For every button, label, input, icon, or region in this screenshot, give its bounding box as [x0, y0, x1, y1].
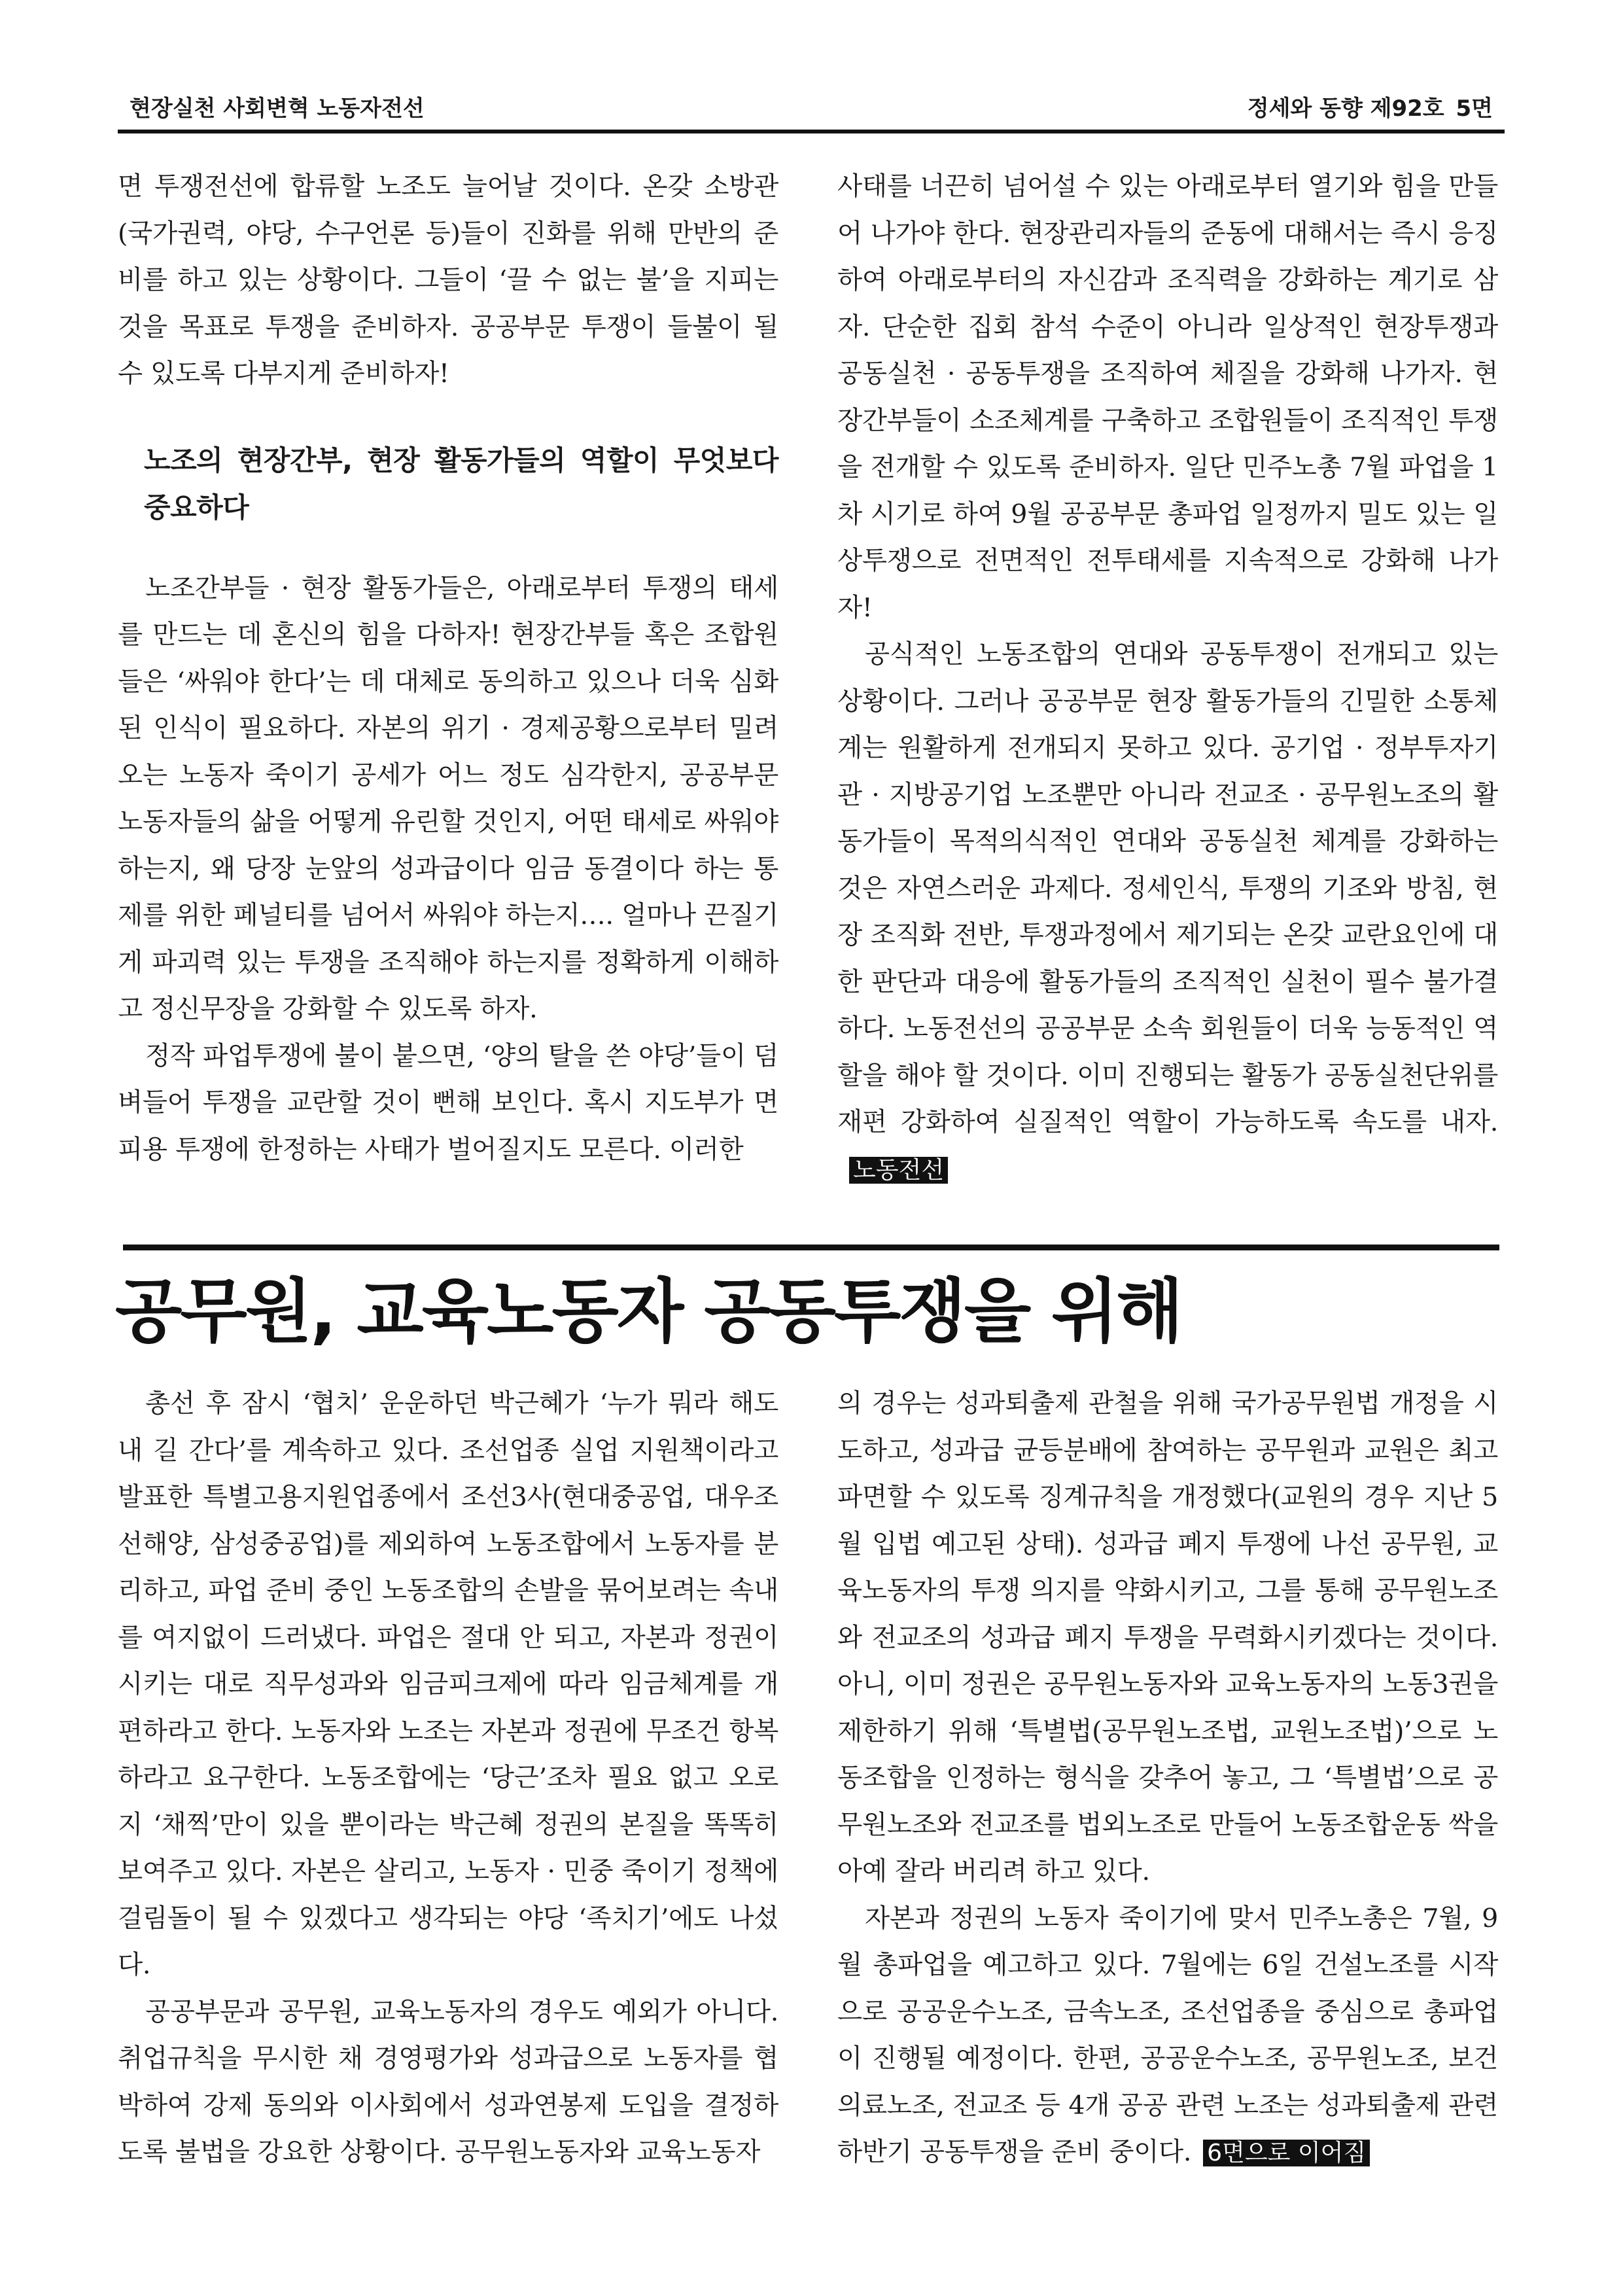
- page-number: 5면: [1456, 96, 1493, 122]
- paragraph: 정작 파업투쟁에 불이 붙으면, ‘양의 탈을 쓴 야당’들이 덤벼들어 투쟁을 교란할 것이 뻔해 보인다. 혹시 지도부가 면피용 투쟁에 한정하는 사태가 벌어질지도 모른다. 이러한: [118, 1040, 778, 1165]
- article-continued-right-column: [837, 164, 1498, 1193]
- article-continued-left-column: [118, 164, 778, 1173]
- issue-number: 정세와 동향 제92호: [1247, 96, 1444, 122]
- paragraph: 면 투쟁전선에 합류할 노조도 늘어날 것이다. 온갖 소방관(국가권력, 야당, 수구언론 등)들이 진화를 위해 만반의 준비를 하고 있는 상황이다. 그들이 ‘끌 수 없는 불’을 지피는 것을 목표로 투쟁을 준비하자. 공공부문 투쟁이 들불이 될 수 있도록 다부지게 준비하자!: [118, 171, 778, 389]
- paragraph-text: 자본과 정권의 노동자 죽이기에 맞서 민주노총은 7월, 9월 총파업을 예고하고 있다. 7월에는 6일 건설노조를 시작으로 공공운수노조, 금속노조, 조선업종을 중심으로 총파업이 진행될 예정이다. 한편, 공공운수노조, 공무원노조, 보건의료노조, 전교조 등 4개 공공 관련 노조는 성과퇴출제 관련 하반기 공동투쟁을 준비 중이다.: [837, 1903, 1498, 2167]
- paragraph: [837, 631, 1498, 1193]
- paragraph: 공공부문과 공무원, 교육노동자의 경우도 예외가 아니다. 취업규칙을 무시한 채 경영평가와 성과급으로 노동자를 협박하여 강제 동의와 이사회에서 성과연봉제 도입을 결정하도록 불법을 강요한 상황이다. 공무원노동자와 교육노동자: [118, 1996, 778, 2167]
- newsletter-title: 현장실천 사회변혁 노동자전선: [130, 96, 425, 122]
- section-divider: [123, 1245, 1499, 1250]
- continued-tag: 6면으로 이어짐: [1203, 2140, 1370, 2166]
- issue-info: [1244, 90, 1493, 122]
- author-tag: 노동전선: [849, 1157, 948, 1184]
- article-right-column: [837, 1381, 1498, 2177]
- paragraph: [837, 1896, 1498, 2177]
- paragraph-text: 공식적인 노동조합의 연대와 공동투쟁이 전개되고 있는 상황이다. 그러나 공공부문 현장 활동가들의 긴밀한 소통체계는 원활하게 전개되지 못하고 있다. 공기업 · 정부투자기관 · 지방공기업 노조뿐만 아니라 전교조 · 공무원노조의 활동가들이 목적의식적인 연대와 공동실천 체계를 강화하는 것은 자연스러운 과제다. 정세인식, 투쟁의 기조와 방침, 현장 조직화 전반, 투쟁과정에서 제기되는 온갖 교란요인에 대한 판단과 대응에 활동가들의 조직적인 실천이 필수 불가결하다. 노동전선의 공공부문 소속 회원들이 더욱 능동적인 역할을 해야 할 것이다. 이미 진행되는 활동가 공동실천단위를 재편 강화하여 실질적인 역할이 가능하도록 속도를 내자.: [837, 639, 1498, 1137]
- paragraph: 총선 후 잠시 ‘협치’ 운운하던 박근혜가 ‘누가 뭐라 해도 내 길 간다’를 계속하고 있다. 조선업종 실업 지원책이라고 발표한 특별고용지원업종에서 조선3사(현대중공업, 대우조선해양, 삼성중공업)를 제외하여 노동조합에서 노동자를 분리하고, 파업 준비 중인 노동조합의 손발을 묶어보려는 속내를 여지없이 드러냈다. 파업은 절대 안 되고, 자본과 정권이 시키는 대로 직무성과와 임금피크제에 따라 임금체계를 개편하라고 한다. 노동자와 노조는 자본과 정권에 무조건 항복하라고 요구한다. 노동조합에는 ‘당근’조차 필요 없고 오로지 ‘채찍’만이 있을 뿐이라는 박근혜 정권의 본질을 똑똑히 보여주고 있다. 자본은 살리고, 노동자 · 민중 죽이기 정책에 걸림돌이 될 수 있겠다고 생각되는 야당 ‘족치기’에도 나섰다.: [118, 1388, 778, 1980]
- article-headline: 공무원, 교육노동자 공동투쟁을 위해: [115, 1271, 1181, 1352]
- paragraph: 노조간부들 · 현장 활동가들은, 아래로부터 투쟁의 태세를 만드는 데 혼신의 힘을 다하자! 현장간부들 혹은 조합원들은 ‘싸워야 한다’는 데 대체로 동의하고 있으나 더욱 심화된 인식이 필요하다. 자본의 위기 · 경제공황으로부터 밀려오는 노동자 죽이기 공세가 어느 정도 심각한지, 공공부문 노동자들의 삶을 어떻게 유린할 것인지, 어떤 태세로 싸워야 하는지, 왜 당장 눈앞의 성과급이다 임금 동결이다 하는 통제를 위한 페널티를 넘어서 싸워야 하는지…. 얼마나 끈질기게 파괴력 있는 투쟁을 조직해야 하는지를 정확하게 이해하고 정신무장을 강화할 수 있도록 하자.: [118, 573, 778, 1024]
- article-left-column: [118, 1381, 778, 2176]
- section-subheading: 노조의 현장간부, 현장 활동가들의 역할이 무엇보다 중요하다: [144, 444, 778, 523]
- paragraph: 의 경우는 성과퇴출제 관철을 위해 국가공무원법 개정을 시도하고, 성과급 균등분배에 참여하는 공무원과 교원은 최고 파면할 수 있도록 징계규칙을 개정했다(교원의 경우 지난 5월 입법 예고된 상태). 성과급 폐지 투쟁에 나선 공무원, 교육노동자의 투쟁 의지를 약화시키고, 그를 통해 공무원노조와 전교조의 성과급 폐지 투쟁을 무력화시키겠다는 것이다. 아니, 이미 정권은 공무원노동자와 교육노동자의 노동3권을 제한하기 위해 ‘특별법(공무원노조법, 교원노조법)’으로 노동조합을 인정하는 형식을 갖추어 놓고, 그 ‘특별법’으로 공무원노조와 전교조를 법외노조로 만들어 노동조합운동 싹을 아예 잘라 버리려 하고 있다.: [837, 1388, 1498, 1886]
- page-header: [118, 77, 1505, 133]
- paragraph: 사태를 너끈히 넘어설 수 있는 아래로부터 열기와 힘을 만들어 나가야 한다. 현장관리자들의 준동에 대해서는 즉시 응징하여 아래로부터의 자신감과 조직력을 강화하는 계기로 삼자. 단순한 집회 참석 수준이 아니라 일상적인 현장투쟁과 공동실천 · 공동투쟁을 조직하여 체질을 강화해 나가자. 현장간부들이 소조체계를 구축하고 조합원들이 조직적인 투쟁을 전개할 수 있도록 준비하자. 일단 민주노총 7월 파업을 1차 시기로 하여 9월 공공부문 총파업 일정까지 밀도 있는 일상투쟁으로 전면적인 전투태세를 지속적으로 강화해 나가자!: [837, 171, 1498, 623]
